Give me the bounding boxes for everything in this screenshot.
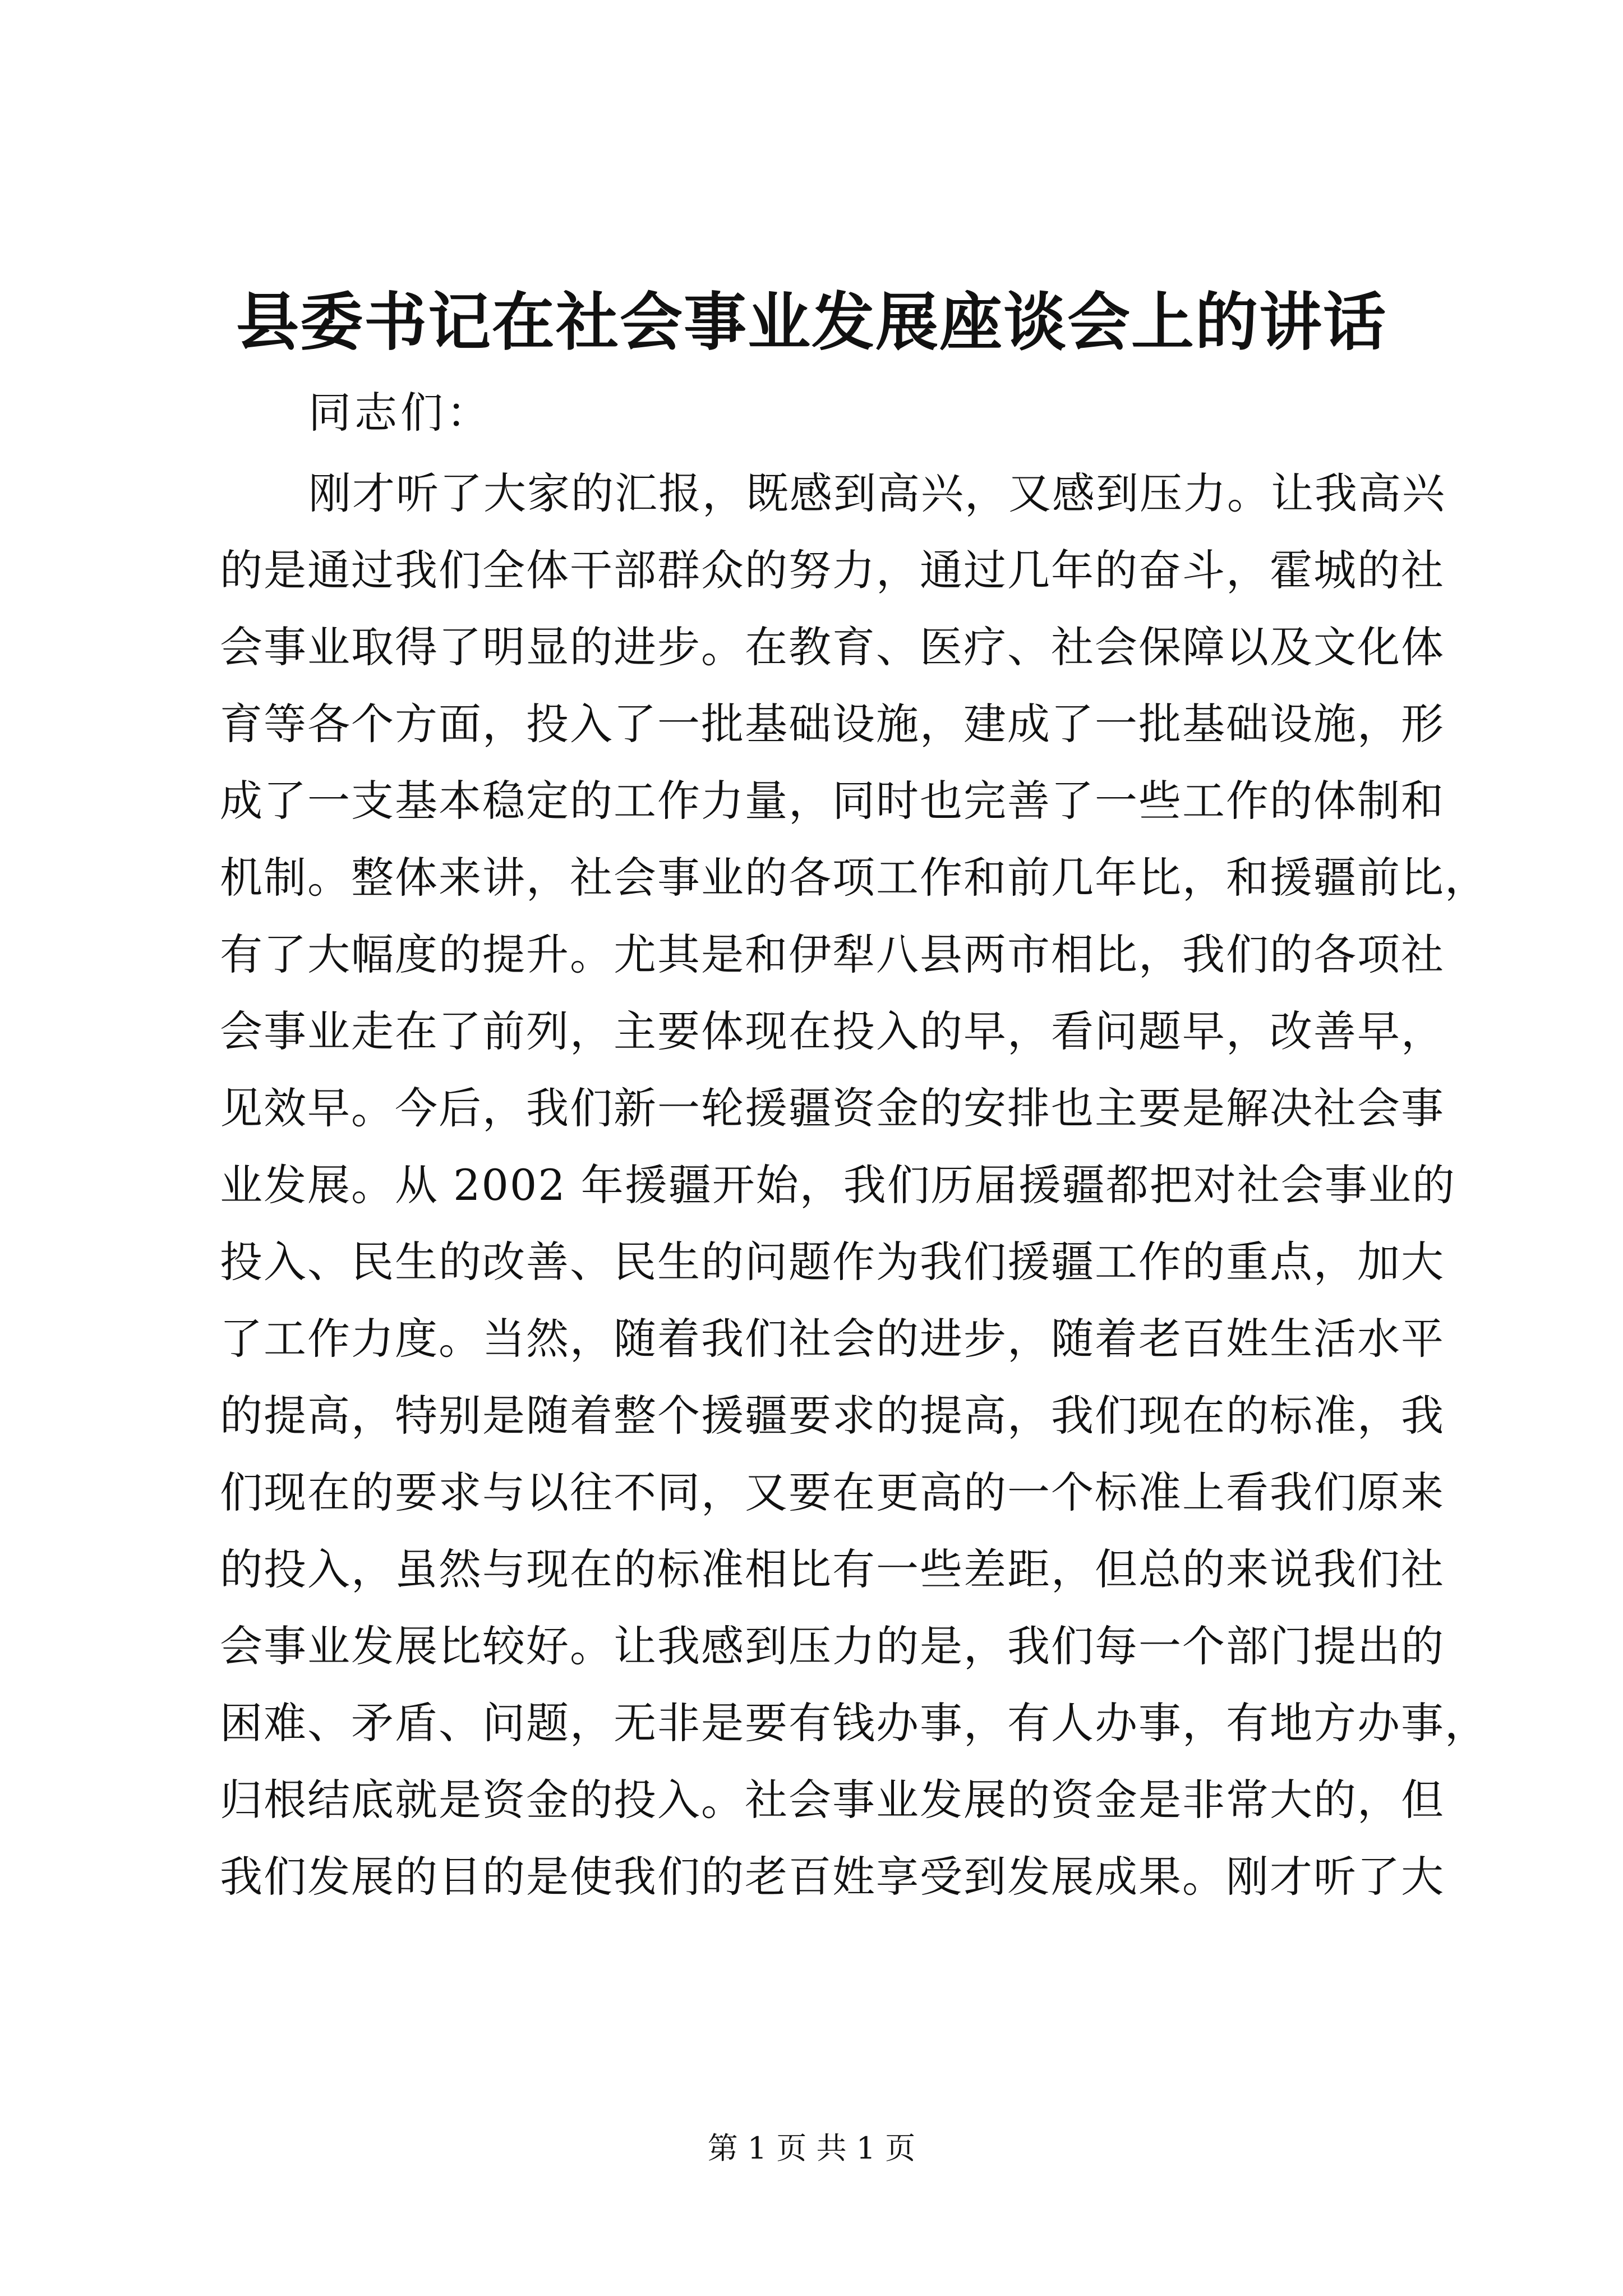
text-line: 了工作力度。当然，随着我们社会的进步，随着老百姓生活水平	[220, 1314, 1445, 1364]
text-line: 的是通过我们全体干部群众的努力，通过几年的奋斗，霍城的社	[220, 545, 1445, 595]
text-line: 归根结底就是资金的投入。社会事业发展的资金是非常大的，但	[220, 1775, 1445, 1825]
text-line: 业发展。从 2002 年援疆开始，我们历届援疆都把对社会事业的	[220, 1160, 1456, 1210]
text-line: 的提高，特别是随着整个援疆要求的提高，我们现在的标准，我	[220, 1391, 1445, 1441]
text-line: 们现在的要求与以往不同，又要在更高的一个标准上看我们原来	[220, 1467, 1445, 1517]
text-line: 见效早。今后，我们新一轮援疆资金的安排也主要是解决社会事	[220, 1083, 1445, 1133]
text-line: 会事业取得了明显的进步。在教育、医疗、社会保障以及文化体	[220, 622, 1445, 672]
document-title: 县委书记在社会事业发展座谈会上的讲话	[236, 286, 1387, 359]
text-line: 刚才听了大家的汇报，既感到高兴，又感到压力。让我高兴	[308, 468, 1446, 518]
text-line: 育等各个方面，投入了一批基础设施，建成了一批基础设施，形	[220, 699, 1445, 749]
text-line: 会事业发展比较好。让我感到压力的是，我们每一个部门提出的	[220, 1621, 1445, 1671]
text-line: 我们发展的目的是使我们的老百姓享受到发展成果。刚才听了大	[220, 1852, 1445, 1902]
text-line: 会事业走在了前列，主要体现在投入的早，看问题早，改善早，	[220, 1006, 1445, 1056]
salutation: 同志们：	[308, 388, 492, 438]
text-line: 投入、民生的改善、民生的问题作为我们援疆工作的重点，加大	[220, 1237, 1445, 1287]
text-line: 机制。整体来讲，社会事业的各项工作和前几年比，和援疆前比，	[220, 853, 1488, 903]
text-line: 有了大幅度的提升。尤其是和伊犁八县两市相比，我们的各项社	[220, 930, 1445, 979]
text-line: 成了一支基本稳定的工作力量，同时也完善了一些工作的体制和	[220, 776, 1445, 826]
text-line: 困难、矛盾、问题，无非是要有钱办事，有人办事，有地方办事，	[220, 1698, 1488, 1748]
page-footer: 第 1 页 共 1 页	[707, 2131, 916, 2166]
text-line: 的投入，虽然与现在的标准相比有一些差距，但总的来说我们社	[220, 1544, 1445, 1594]
